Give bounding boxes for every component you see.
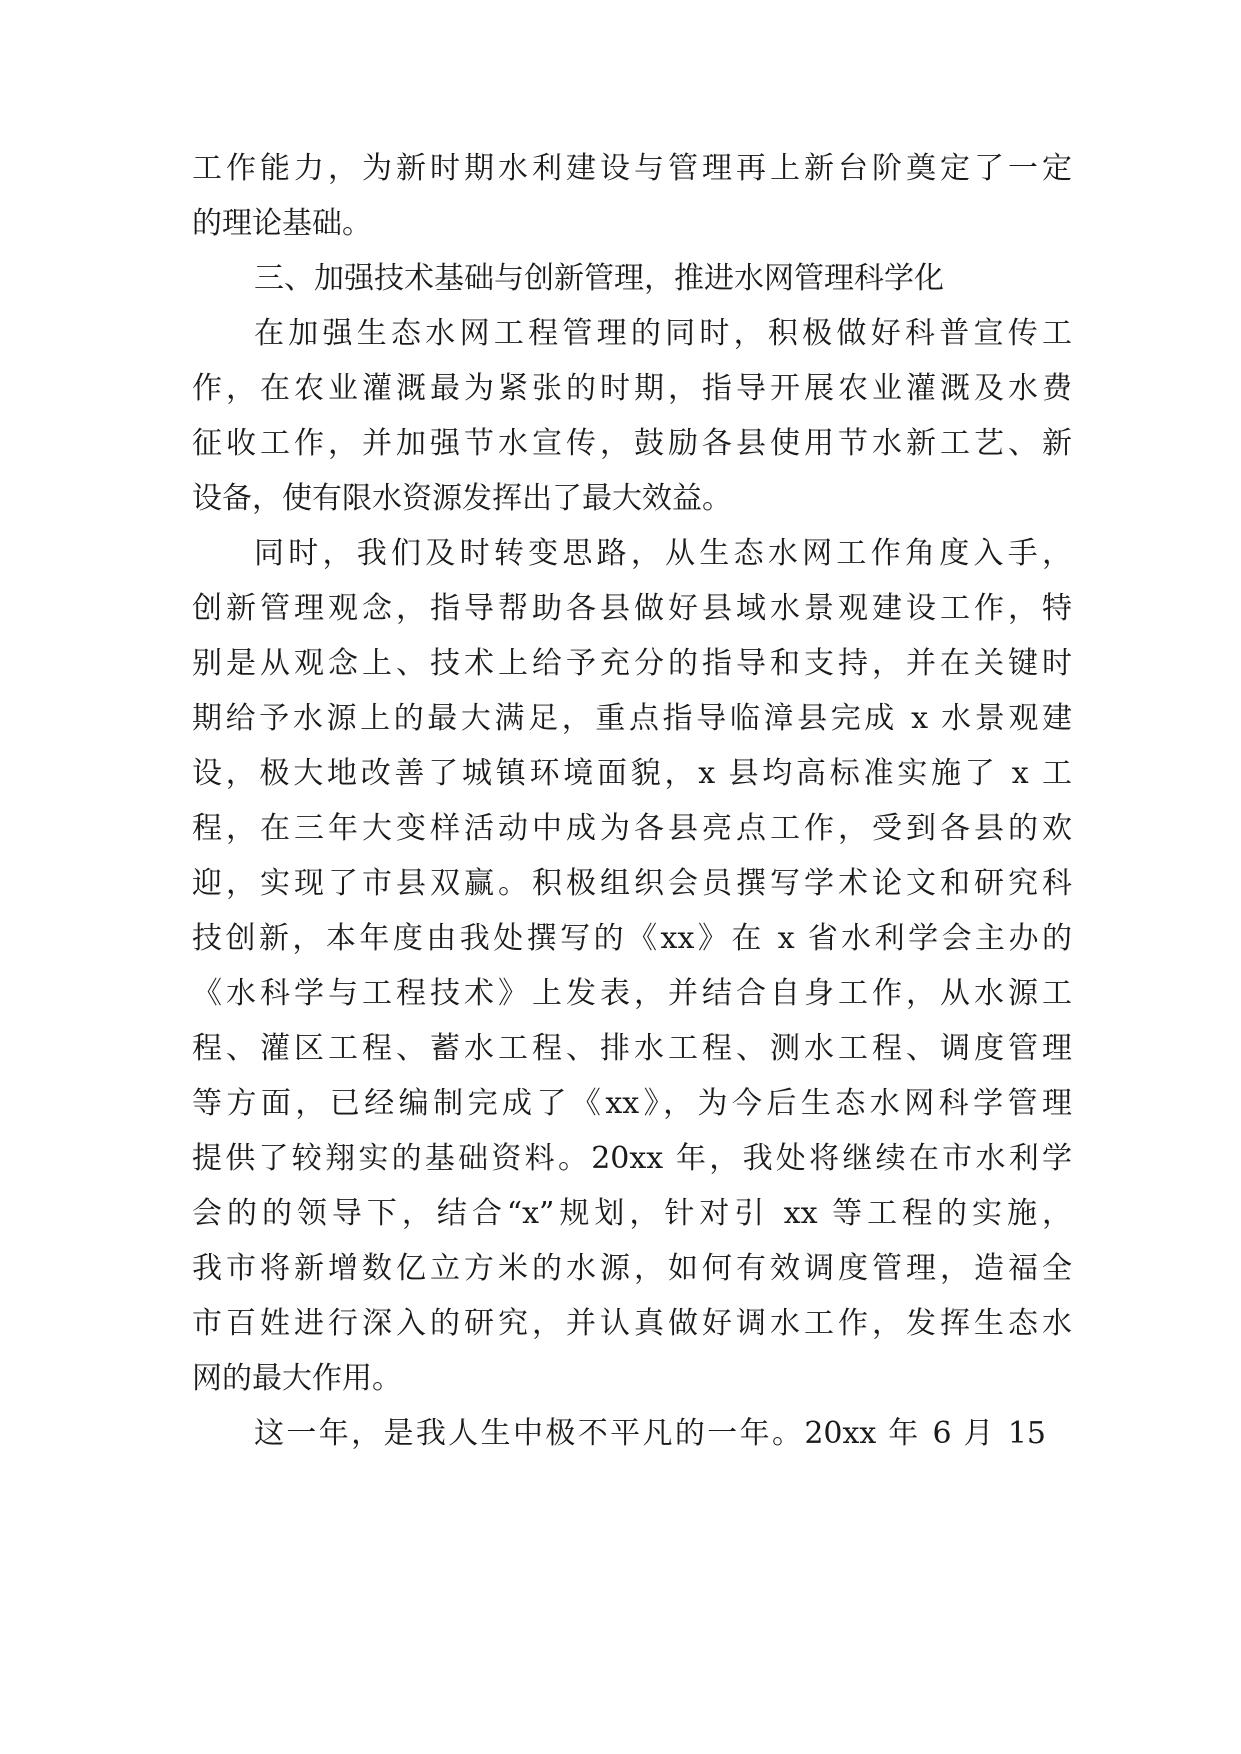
body-text-line: 这一年，是我人生中极不平凡的一年。20xx 年 6 月 15	[254, 1416, 1046, 1451]
body-text-line: 期给予水源上的最大满足，重点指导临漳县完成 x 水景观建	[192, 701, 1072, 736]
section-heading: 三、加强技术基础与创新管理，推进水网管理科学化	[254, 261, 944, 296]
body-text-line: 技创新，本年度由我处撰写的《xx》在 x 省水利学会主办的	[192, 921, 1072, 956]
body-text-line: 网的最大作用。	[192, 1361, 402, 1396]
body-text-line: 创新管理观念，指导帮助各县做好县域水景观建设工作，特	[192, 591, 1072, 626]
body-text-line: 的理论基础。	[192, 206, 372, 241]
body-text-line: 迎，实现了市县双赢。积极组织会员撰写学术论文和研究科	[192, 866, 1072, 901]
body-text-line: 程、灌区工程、蓄水工程、排水工程、测水工程、调度管理	[192, 1031, 1072, 1066]
body-text-line: 别是从观念上、技术上给予充分的指导和支持，并在关键时	[192, 646, 1072, 681]
body-text-line: 作，在农业灌溉最为紧张的时期，指导开展农业灌溉及水费	[192, 371, 1072, 406]
body-text-line: 会的的领导下，结合“x”规划，针对引 xx 等工程的实施，	[192, 1196, 1072, 1231]
body-text-line: 《水科学与工程技术》上发表，并结合自身工作，从水源工	[192, 976, 1072, 1011]
body-text-line: 提供了较翔实的基础资料。20xx 年，我处将继续在市水利学	[192, 1141, 1072, 1176]
body-text-line: 工作能力，为新时期水利建设与管理再上新台阶奠定了一定	[192, 151, 1072, 186]
body-text-line: 设备，使有限水资源发挥出了最大效益。	[192, 481, 732, 516]
body-text-line: 等方面，已经编制完成了《xx》，为今后生态水网科学管理	[192, 1086, 1072, 1121]
body-text-line: 程，在三年大变样活动中成为各县亮点工作，受到各县的欢	[192, 811, 1072, 846]
body-text-line: 同时，我们及时转变思路，从生态水网工作角度入手，	[254, 536, 1072, 571]
body-text-line: 设，极大地改善了城镇环境面貌，x 县均高标准实施了 x 工	[192, 756, 1072, 791]
body-text-line: 我市将新增数亿立方米的水源，如何有效调度管理，造福全	[192, 1251, 1072, 1286]
body-text-line: 征收工作，并加强节水宣传，鼓励各县使用节水新工艺、新	[192, 426, 1072, 461]
body-text-line: 在加强生态水网工程管理的同时，积极做好科普宣传工	[254, 316, 1072, 351]
body-text-line: 市百姓进行深入的研究，并认真做好调水工作，发挥生态水	[192, 1306, 1072, 1341]
